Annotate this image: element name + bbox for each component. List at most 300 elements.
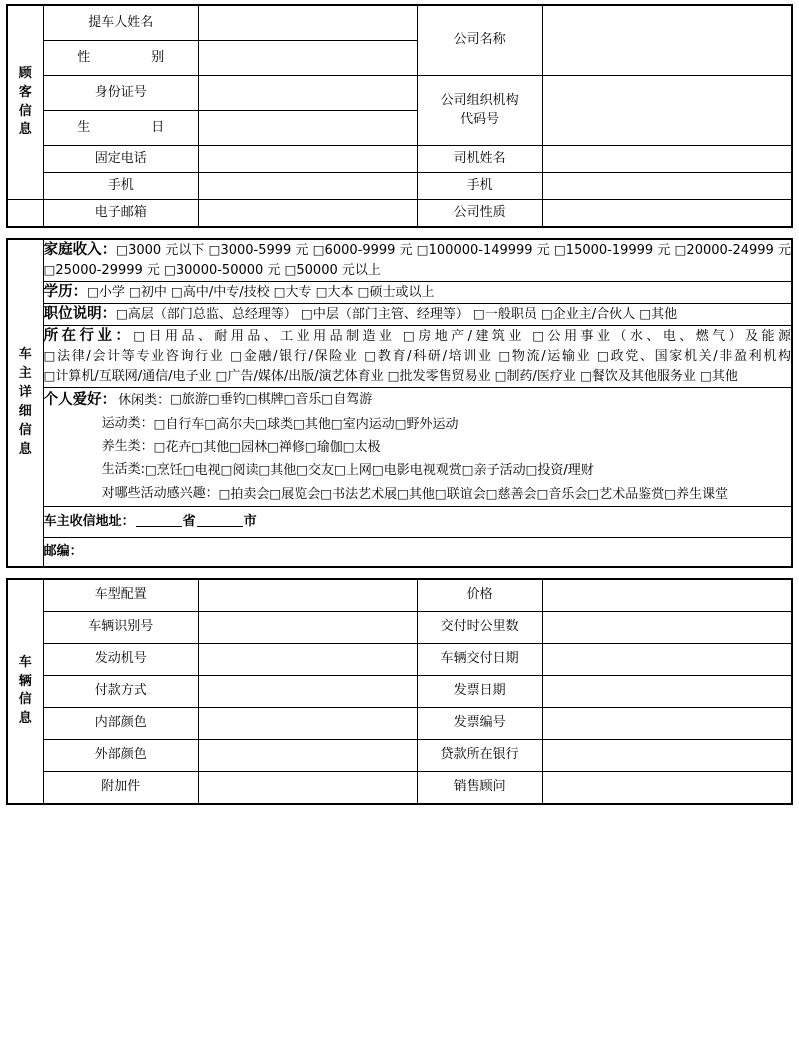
vehicle-section-vertical-label bbox=[7, 579, 43, 804]
input-company-type[interactable] bbox=[542, 200, 792, 228]
checkbox-option[interactable] bbox=[133, 329, 395, 344]
vlabel-char: 细 bbox=[18, 403, 32, 419]
checkbox-icon[interactable]: □ bbox=[473, 305, 485, 321]
section-gap bbox=[6, 228, 793, 238]
checkbox-option[interactable] bbox=[116, 243, 204, 258]
checkbox-option[interactable] bbox=[204, 417, 255, 432]
checkbox-icon[interactable]: □ bbox=[580, 367, 592, 383]
checkbox-icon[interactable]: □ bbox=[498, 347, 512, 363]
checkbox-label: 6000-9999 元 bbox=[324, 243, 413, 258]
checkbox-icon[interactable]: □ bbox=[416, 242, 429, 257]
label-accessories: 附加件 bbox=[43, 771, 198, 804]
city-suffix: 市 bbox=[243, 513, 257, 529]
table-row bbox=[7, 200, 792, 228]
checkbox-option[interactable] bbox=[316, 285, 354, 300]
checkbox-option[interactable] bbox=[208, 392, 246, 407]
checkbox-option[interactable] bbox=[293, 417, 331, 432]
checkbox-label: 一般职员 bbox=[484, 306, 537, 322]
hobby-group-name: 休闲类： bbox=[118, 392, 171, 408]
checkbox-option[interactable] bbox=[417, 243, 550, 258]
checkbox-option[interactable] bbox=[229, 440, 267, 455]
label-birthday: 生 日 bbox=[43, 111, 198, 146]
table-row bbox=[7, 146, 792, 173]
checkbox-icon[interactable]: □ bbox=[204, 415, 217, 431]
checkbox-label: 其他 bbox=[304, 416, 331, 432]
checkbox-icon[interactable]: □ bbox=[664, 485, 677, 501]
household-income-title: 家庭收入： bbox=[43, 242, 117, 258]
checkbox-icon[interactable]: □ bbox=[434, 485, 447, 501]
checkbox-option[interactable] bbox=[154, 440, 192, 455]
checkbox-icon[interactable]: □ bbox=[208, 242, 221, 257]
checkbox-option[interactable] bbox=[164, 263, 280, 278]
checkbox-icon[interactable]: □ bbox=[284, 262, 297, 278]
checkbox-icon[interactable]: □ bbox=[394, 415, 407, 431]
checkbox-option[interactable] bbox=[320, 487, 397, 502]
checkbox-icon[interactable]: □ bbox=[330, 415, 343, 431]
table-row bbox=[7, 739, 792, 771]
checkbox-label: 拍卖会 bbox=[230, 486, 270, 502]
table-row bbox=[7, 5, 792, 41]
checkbox-label: 硕士或以上 bbox=[369, 284, 435, 300]
input-landline[interactable] bbox=[198, 146, 417, 173]
checkbox-icon[interactable]: □ bbox=[218, 485, 231, 501]
input-company-org-code[interactable] bbox=[542, 76, 792, 146]
checkbox-icon[interactable]: □ bbox=[674, 242, 687, 257]
owner-address-label: 车主收信地址： bbox=[43, 513, 135, 529]
checkbox-label: 高层（部门总监、总经理等） bbox=[127, 306, 297, 322]
checkbox-icon[interactable]: □ bbox=[553, 242, 566, 257]
position-row bbox=[43, 303, 792, 325]
checkbox-icon[interactable]: □ bbox=[587, 485, 600, 501]
checkbox-icon[interactable]: □ bbox=[245, 390, 258, 406]
checkbox-option[interactable] bbox=[183, 463, 221, 478]
checkbox-option[interactable] bbox=[116, 307, 297, 322]
checkbox-label: 3000 元以下 bbox=[128, 243, 205, 258]
checkbox-icon[interactable]: □ bbox=[293, 415, 305, 431]
checkbox-icon[interactable]: □ bbox=[357, 283, 370, 299]
hobby-group bbox=[44, 413, 791, 436]
input-id-number[interactable] bbox=[198, 76, 417, 111]
checkbox-label: 投资/理财 bbox=[537, 463, 594, 479]
checkbox-option[interactable] bbox=[191, 440, 229, 455]
label-delivery-date: 车辆交付日期 bbox=[417, 643, 542, 675]
hobby-groups bbox=[44, 388, 791, 506]
vlabel-char: 息 bbox=[18, 441, 32, 457]
checkbox-icon[interactable]: □ bbox=[315, 283, 328, 299]
checkbox-option[interactable] bbox=[580, 369, 696, 384]
checkbox-icon[interactable]: □ bbox=[304, 438, 317, 454]
checkbox-option[interactable] bbox=[44, 349, 225, 364]
checkbox-label: 25000-29999 元 bbox=[55, 263, 160, 279]
checkbox-label: 15000-19999 元 bbox=[565, 243, 671, 258]
input-email[interactable] bbox=[198, 200, 417, 228]
hobby-group-options[interactable] bbox=[154, 413, 791, 436]
checkbox-label: 电视 bbox=[194, 463, 221, 479]
checkbox-icon[interactable]: □ bbox=[220, 462, 233, 478]
checkbox-option[interactable] bbox=[331, 417, 395, 432]
checkbox-label: 展览会 bbox=[281, 486, 321, 502]
label-vin: 车辆识别号 bbox=[43, 611, 198, 643]
checkbox-option[interactable] bbox=[216, 369, 384, 384]
checkbox-option[interactable] bbox=[498, 349, 591, 364]
checkbox-icon[interactable]: □ bbox=[153, 438, 166, 454]
input-gender[interactable] bbox=[198, 41, 417, 76]
input-loan-bank[interactable] bbox=[542, 739, 792, 771]
checkbox-label: 亲子活动 bbox=[473, 463, 526, 479]
checkbox-icon[interactable]: □ bbox=[283, 390, 296, 406]
checkbox-label: 旅游 bbox=[181, 391, 208, 407]
checkbox-label: 球类 bbox=[267, 416, 294, 432]
checkbox-option[interactable] bbox=[526, 463, 594, 478]
input-engine-number[interactable] bbox=[198, 643, 417, 675]
checkbox-label: 中层（部门主管、经理等） bbox=[312, 306, 469, 322]
checkbox-option[interactable] bbox=[301, 307, 469, 322]
checkbox-label: 公用事业（水、电、燃气）及能源 bbox=[547, 328, 791, 344]
checkbox-icon[interactable]: □ bbox=[312, 242, 325, 257]
checkbox-option[interactable] bbox=[267, 440, 305, 455]
vlabel-char: 信 bbox=[18, 692, 32, 708]
checkbox-option[interactable] bbox=[284, 392, 322, 407]
checkbox-option[interactable] bbox=[313, 243, 413, 258]
checkbox-icon[interactable]: □ bbox=[129, 283, 141, 299]
hobby-group-options[interactable] bbox=[145, 459, 791, 482]
checkbox-option[interactable] bbox=[285, 263, 381, 278]
checkbox-icon[interactable]: □ bbox=[364, 347, 378, 363]
checkbox-option[interactable] bbox=[473, 307, 537, 322]
household-income-row bbox=[43, 239, 792, 281]
checkbox-option[interactable] bbox=[221, 463, 259, 478]
label-company-name: 公司名称 bbox=[417, 5, 542, 76]
checkbox-label: 交友 bbox=[308, 463, 335, 479]
industry-options[interactable] bbox=[44, 329, 791, 384]
checkbox-label: 音乐 bbox=[295, 391, 322, 407]
checkbox-icon[interactable]: □ bbox=[133, 327, 149, 343]
checkbox-icon[interactable]: □ bbox=[182, 462, 195, 478]
checkbox-label: 小学 bbox=[98, 284, 125, 300]
checkbox-icon[interactable]: □ bbox=[597, 347, 611, 363]
city-blank[interactable] bbox=[196, 514, 244, 529]
customer-section-vertical-label bbox=[7, 5, 43, 200]
checkbox-option[interactable] bbox=[209, 243, 309, 258]
checkbox-label: 自驾游 bbox=[333, 391, 373, 407]
checkbox-icon[interactable]: □ bbox=[334, 462, 346, 478]
input-invoice-date[interactable] bbox=[542, 675, 792, 707]
checkbox-label: 大本 bbox=[327, 284, 354, 300]
label-engine-number: 发动机号 bbox=[43, 643, 198, 675]
checkbox-option[interactable] bbox=[296, 463, 334, 478]
table-row bbox=[7, 643, 792, 675]
checkbox-icon[interactable]: □ bbox=[494, 367, 507, 383]
checkbox-icon[interactable]: □ bbox=[273, 283, 286, 299]
checkbox-icon[interactable]: □ bbox=[164, 262, 176, 278]
input-payment-method[interactable] bbox=[198, 675, 417, 707]
checkbox-icon[interactable]: □ bbox=[301, 305, 313, 321]
checkbox-option[interactable] bbox=[358, 285, 435, 300]
input-interior-color[interactable] bbox=[198, 707, 417, 739]
checkbox-label: 棋牌 bbox=[257, 391, 284, 407]
checkbox-icon[interactable]: □ bbox=[144, 462, 157, 478]
input-delivery-date[interactable] bbox=[542, 643, 792, 675]
checkbox-icon[interactable]: □ bbox=[153, 415, 166, 431]
checkbox-icon[interactable]: □ bbox=[116, 305, 128, 321]
checkbox-label: 法律/会计等专业咨询行业 bbox=[57, 348, 225, 364]
checkbox-icon[interactable]: □ bbox=[402, 327, 419, 343]
checkbox-label: 联谊会 bbox=[446, 486, 486, 502]
checkbox-label: 其他 bbox=[651, 306, 678, 322]
table-row bbox=[7, 771, 792, 804]
checkbox-icon[interactable]: □ bbox=[229, 438, 242, 454]
checkbox-option[interactable] bbox=[372, 463, 462, 478]
checkbox-option[interactable] bbox=[343, 440, 381, 455]
checkbox-icon[interactable]: □ bbox=[700, 367, 712, 383]
checkbox-option[interactable] bbox=[395, 417, 459, 432]
checkbox-icon[interactable]: □ bbox=[296, 462, 309, 478]
input-driver-name[interactable] bbox=[542, 146, 792, 173]
input-invoice-number[interactable] bbox=[542, 707, 792, 739]
checkbox-label: 20000-24999 元 bbox=[686, 243, 791, 258]
postcode-row bbox=[43, 537, 792, 567]
input-exterior-color[interactable] bbox=[198, 739, 417, 771]
checkbox-option[interactable] bbox=[129, 285, 167, 300]
hobby-group-name: 运动类： bbox=[101, 415, 154, 431]
checkbox-icon[interactable]: □ bbox=[43, 262, 56, 278]
label-sales-consultant: 销售顾问 bbox=[417, 771, 542, 804]
label-delivery-mileage: 交付时公里数 bbox=[417, 611, 542, 643]
vehicle-info-table bbox=[6, 578, 793, 805]
hobby-group-options[interactable] bbox=[219, 483, 791, 506]
hobby-group-options[interactable] bbox=[170, 388, 791, 411]
hobby-group-name: 养生类： bbox=[101, 438, 154, 454]
vlabel-char: 顾 bbox=[18, 65, 32, 81]
checkbox-option[interactable] bbox=[334, 463, 372, 478]
checkbox-label: 高尔夫 bbox=[216, 416, 256, 432]
checkbox-icon[interactable]: □ bbox=[320, 485, 333, 501]
checkbox-option[interactable] bbox=[246, 392, 284, 407]
checkbox-option[interactable] bbox=[87, 285, 125, 300]
checkbox-label: 养生课堂 bbox=[676, 486, 729, 502]
checkbox-option[interactable] bbox=[154, 417, 205, 432]
checkbox-icon[interactable]: □ bbox=[540, 305, 553, 321]
checkbox-option[interactable] bbox=[700, 369, 738, 384]
owner-address-row bbox=[43, 506, 792, 537]
input-company-mobile[interactable] bbox=[542, 173, 792, 200]
hobby-group-options[interactable] bbox=[154, 436, 791, 459]
table-row bbox=[7, 173, 792, 200]
vlabel-char: 客 bbox=[18, 84, 32, 100]
vlabel-char: 辆 bbox=[18, 673, 32, 689]
checkbox-option[interactable] bbox=[397, 487, 435, 502]
checkbox-option[interactable] bbox=[403, 329, 525, 344]
table-row bbox=[7, 387, 792, 506]
label-picker-name: 提车人姓名 bbox=[43, 5, 198, 41]
vlabel-char: 信 bbox=[18, 103, 32, 119]
checkbox-label: 阅读 bbox=[232, 463, 259, 479]
checkbox-option[interactable] bbox=[44, 369, 212, 384]
province-underline[interactable] bbox=[136, 513, 182, 527]
checkbox-label: 日用品、耐用品、工业用品制造业 bbox=[148, 328, 396, 344]
label-landline: 固定电话 bbox=[43, 146, 198, 173]
table-row bbox=[7, 707, 792, 739]
checkbox-label: 艺术品鉴赏 bbox=[599, 486, 665, 502]
education-row bbox=[43, 281, 792, 303]
checkbox-label: 批发零售贸易业 bbox=[399, 368, 491, 384]
checkbox-icon[interactable]: □ bbox=[87, 283, 99, 299]
checkbox-icon[interactable]: □ bbox=[397, 485, 409, 501]
checkbox-option[interactable] bbox=[435, 487, 486, 502]
checkbox-icon[interactable]: □ bbox=[461, 462, 474, 478]
checkbox-label: 100000-149999 元 bbox=[428, 243, 550, 258]
checkbox-icon[interactable]: □ bbox=[267, 438, 279, 454]
input-picker-name[interactable] bbox=[198, 5, 417, 41]
checkbox-option[interactable] bbox=[321, 392, 372, 407]
city-underline[interactable] bbox=[197, 513, 243, 527]
checkbox-label: 物流/运输业 bbox=[511, 348, 592, 364]
checkbox-option[interactable] bbox=[145, 463, 183, 478]
owner-detail-table bbox=[6, 238, 793, 568]
checkbox-option[interactable] bbox=[541, 307, 635, 322]
checkbox-label: 企业主/合伙人 bbox=[552, 306, 636, 322]
input-accessories[interactable] bbox=[198, 771, 417, 804]
checkbox-icon[interactable]: □ bbox=[536, 485, 549, 501]
table-row bbox=[7, 675, 792, 707]
checkbox-option[interactable] bbox=[664, 487, 728, 502]
checkbox-option[interactable] bbox=[305, 440, 343, 455]
checkbox-option[interactable] bbox=[675, 243, 791, 258]
checkbox-option[interactable] bbox=[388, 369, 491, 384]
input-mobile[interactable] bbox=[198, 173, 417, 200]
checkbox-icon[interactable]: □ bbox=[269, 485, 282, 501]
checkbox-option[interactable] bbox=[170, 392, 208, 407]
checkbox-icon[interactable]: □ bbox=[321, 390, 334, 406]
table-row bbox=[7, 239, 792, 281]
label-mobile: 手机 bbox=[43, 173, 198, 200]
checkbox-icon[interactable]: □ bbox=[342, 438, 355, 454]
checkbox-option[interactable] bbox=[532, 329, 791, 344]
label-company-org-code-line2: 代码号 bbox=[460, 111, 500, 127]
checkbox-icon[interactable]: □ bbox=[639, 305, 652, 321]
checkbox-option[interactable] bbox=[495, 369, 576, 384]
checkbox-label: 其他 bbox=[408, 486, 435, 502]
input-vin[interactable] bbox=[198, 611, 417, 643]
checkbox-option[interactable] bbox=[219, 487, 270, 502]
checkbox-label: 花卉 bbox=[165, 439, 192, 455]
checkbox-label: 教育/科研/培训业 bbox=[377, 348, 493, 364]
checkbox-option[interactable] bbox=[537, 487, 588, 502]
checkbox-icon[interactable]: □ bbox=[371, 462, 384, 478]
checkbox-label: 其他 bbox=[711, 368, 738, 384]
checkbox-icon[interactable]: □ bbox=[43, 367, 56, 383]
checkbox-label: 餐饮及其他服务业 bbox=[591, 368, 696, 384]
label-exterior-color: 外部颜色 bbox=[43, 739, 198, 771]
checkbox-label: 3000-5999 元 bbox=[220, 243, 309, 258]
checkbox-icon[interactable]: □ bbox=[525, 462, 538, 478]
label-gender: 性 别 bbox=[43, 41, 198, 76]
checkbox-icon[interactable]: □ bbox=[532, 327, 548, 343]
label-company-mobile: 手机 bbox=[417, 173, 542, 200]
checkbox-label: 上网 bbox=[345, 463, 372, 479]
checkbox-label: 广告/媒体/出版/演艺体育业 bbox=[227, 368, 384, 384]
table-row bbox=[7, 579, 792, 612]
table-row bbox=[7, 281, 792, 303]
checkbox-icon[interactable]: □ bbox=[255, 415, 268, 431]
input-company-name[interactable] bbox=[542, 5, 792, 76]
household-income-options[interactable] bbox=[44, 243, 791, 278]
checkbox-icon[interactable]: □ bbox=[387, 367, 400, 383]
position-options[interactable] bbox=[116, 307, 677, 322]
table-row bbox=[7, 537, 792, 567]
checkbox-label: 大专 bbox=[285, 284, 312, 300]
checkbox-option[interactable] bbox=[274, 285, 312, 300]
checkbox-icon[interactable]: □ bbox=[191, 438, 204, 454]
checkbox-icon[interactable]: □ bbox=[170, 390, 182, 406]
checkbox-option[interactable] bbox=[364, 349, 492, 364]
checkbox-icon[interactable]: □ bbox=[258, 462, 271, 478]
label-company-org-code-line1: 公司组织机构 bbox=[440, 92, 519, 108]
input-delivery-mileage[interactable] bbox=[542, 611, 792, 643]
checkbox-label: 太极 bbox=[354, 439, 381, 455]
checkbox-label: 慈善会 bbox=[497, 486, 537, 502]
checkbox-label: 园林 bbox=[241, 439, 268, 455]
checkbox-label: 制药/医疗业 bbox=[506, 368, 576, 384]
postcode-label: 邮编： bbox=[43, 543, 83, 559]
checkbox-option[interactable] bbox=[230, 349, 358, 364]
table-row bbox=[7, 325, 792, 387]
input-model-config[interactable] bbox=[198, 579, 417, 612]
education-title: 学历： bbox=[43, 283, 88, 300]
label-email: 电子邮箱 bbox=[43, 200, 198, 228]
owner-section-vertical-label bbox=[7, 239, 43, 567]
province-blank[interactable] bbox=[135, 514, 183, 529]
checkbox-option[interactable] bbox=[462, 463, 526, 478]
checkbox-label: 30000-50000 元 bbox=[175, 263, 281, 279]
checkbox-option[interactable] bbox=[597, 349, 791, 364]
checkbox-icon[interactable]: □ bbox=[171, 283, 183, 299]
checkbox-option[interactable] bbox=[486, 487, 537, 502]
customer-info-table bbox=[6, 4, 793, 228]
checkbox-label: 禅修 bbox=[278, 439, 305, 455]
checkbox-label: 瑜伽 bbox=[316, 439, 343, 455]
label-company-org-code bbox=[417, 76, 542, 146]
empty-vertical-label-cell bbox=[7, 200, 43, 228]
vlabel-char: 息 bbox=[18, 711, 32, 727]
hobby-group-name: 对哪些活动感兴趣： bbox=[101, 485, 219, 501]
input-price[interactable] bbox=[542, 579, 792, 612]
checkbox-option[interactable] bbox=[44, 263, 160, 278]
checkbox-option[interactable] bbox=[587, 487, 664, 502]
table-row bbox=[7, 76, 792, 111]
checkbox-label: 初中 bbox=[140, 284, 167, 300]
checkbox-option[interactable] bbox=[554, 243, 670, 258]
table-row bbox=[7, 506, 792, 537]
checkbox-icon[interactable]: □ bbox=[207, 390, 220, 406]
checkbox-icon[interactable]: □ bbox=[485, 485, 498, 501]
province-suffix: 省 bbox=[182, 513, 196, 529]
checkbox-option[interactable] bbox=[639, 307, 677, 322]
checkbox-icon[interactable]: □ bbox=[230, 347, 244, 363]
checkbox-option[interactable] bbox=[258, 463, 296, 478]
checkbox-option[interactable] bbox=[255, 417, 293, 432]
education-options[interactable] bbox=[87, 285, 434, 300]
label-price: 价格 bbox=[417, 579, 542, 612]
checkbox-icon[interactable]: □ bbox=[116, 242, 129, 257]
checkbox-icon[interactable]: □ bbox=[215, 367, 228, 383]
input-birthday[interactable] bbox=[198, 111, 417, 146]
checkbox-option[interactable] bbox=[269, 487, 320, 502]
checkbox-icon[interactable]: □ bbox=[43, 347, 58, 363]
checkbox-option[interactable] bbox=[171, 285, 270, 300]
input-sales-consultant[interactable] bbox=[542, 771, 792, 804]
checkbox-label: 其他 bbox=[270, 463, 297, 479]
